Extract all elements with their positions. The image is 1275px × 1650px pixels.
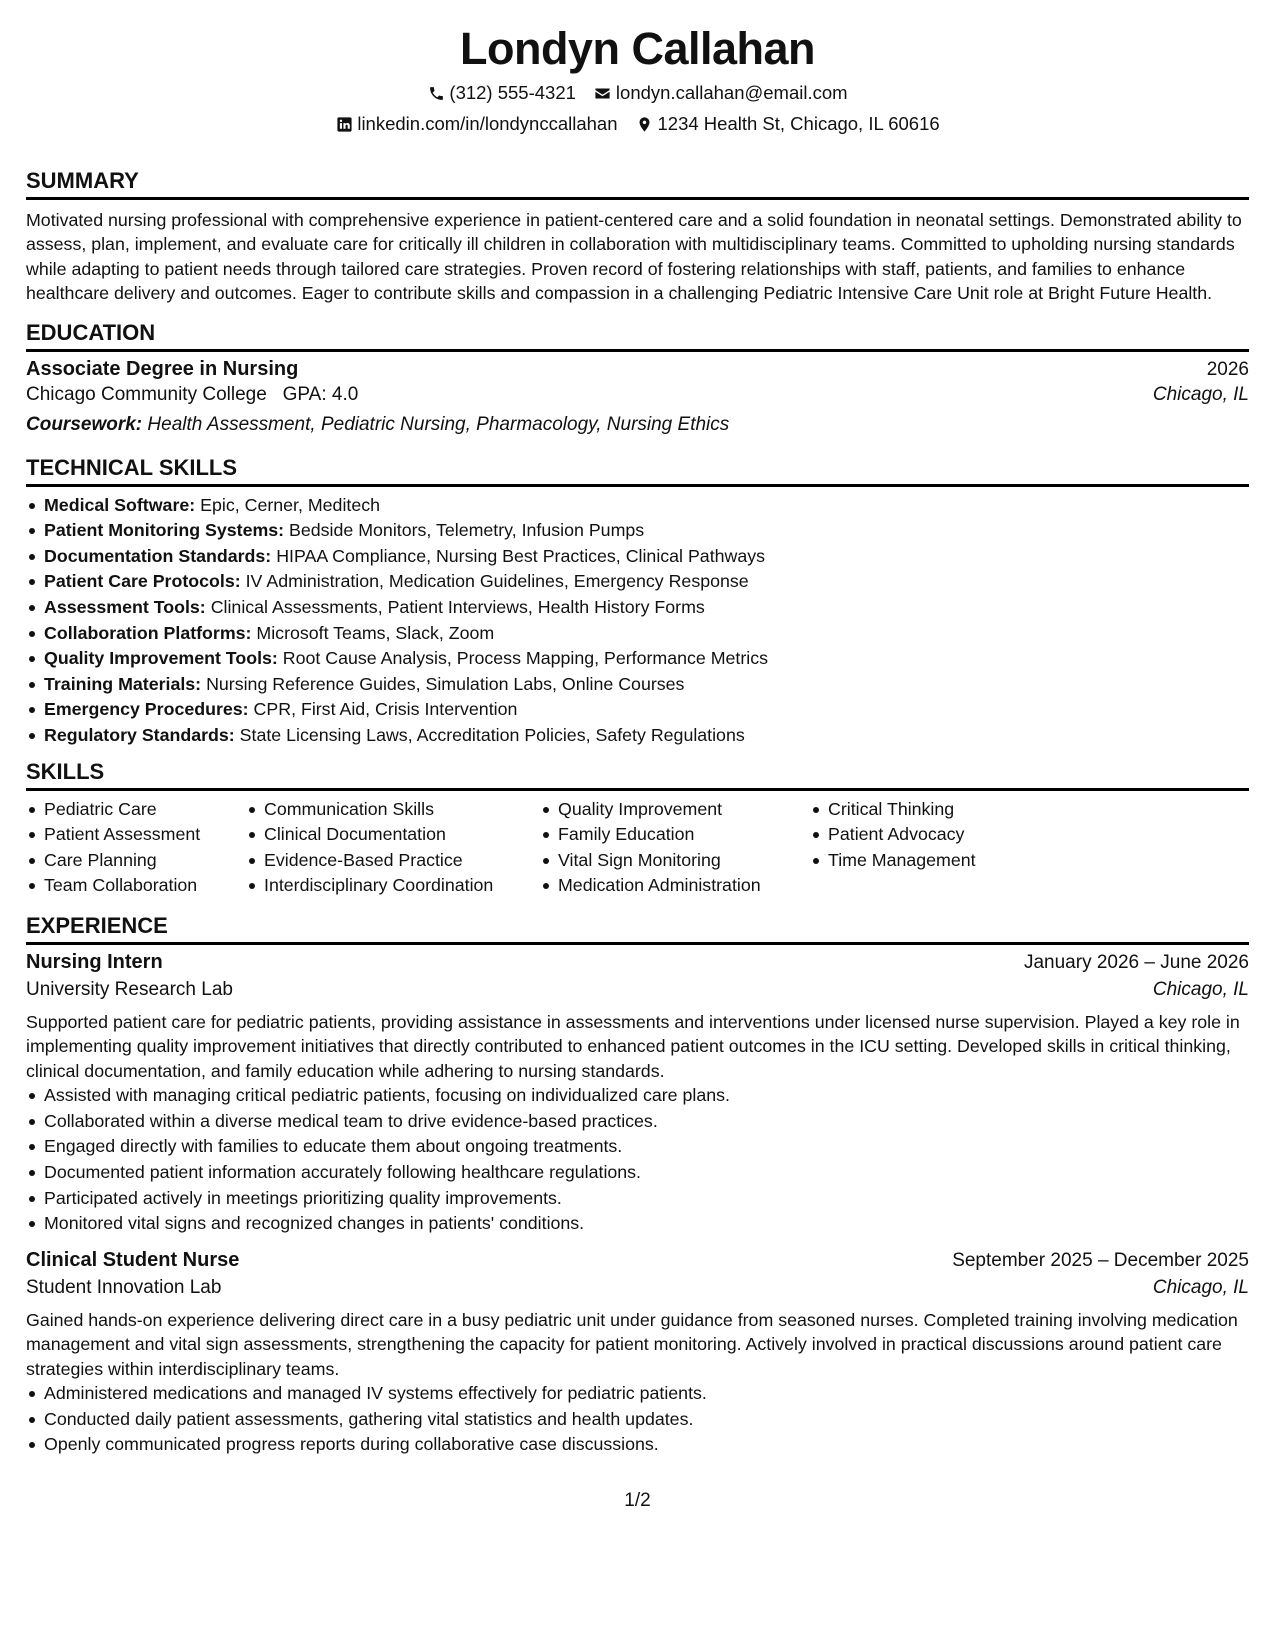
list-item: Medication Administration — [558, 873, 810, 899]
skill-values: CPR, First Aid, Crisis Intervention — [253, 699, 518, 720]
list-item: Participated actively in meetings prioritizing quality improvements. — [44, 1186, 1249, 1212]
graduation-year: 2026 — [1206, 358, 1249, 380]
linkedin-item — [335, 112, 617, 136]
skills-section — [26, 759, 1249, 899]
contact-row-secondary — [26, 112, 1249, 136]
skill-values: State Licensing Laws, Accreditation Policies, Safety Regulations — [239, 724, 745, 745]
job-entry — [26, 951, 1249, 1237]
skill-values: IV Administration, Medication Guidelines, Emergency Response — [245, 571, 749, 592]
skill-values: Microsoft Teams, Slack, Zoom — [256, 622, 495, 643]
technical-skills-list — [26, 493, 1249, 749]
school-name: Chicago Community College — [26, 383, 267, 405]
list-item: Time Management — [828, 848, 1078, 874]
job-title: Nursing Intern — [26, 950, 163, 973]
section-title-experience: EXPERIENCE — [26, 913, 1249, 945]
list-item — [44, 723, 1249, 749]
list-item — [44, 493, 1249, 519]
job-location: Chicago, IL — [1152, 1276, 1249, 1298]
contact-row-primary — [26, 81, 1249, 105]
list-item — [44, 595, 1249, 621]
list-item — [44, 672, 1249, 698]
job-description: Gained hands-on experience delivering direct care in a busy pediatric unit under guidance from seasoned nurses. Completed training involving medication management and vital sign assessments, strengthening the capacity for patient monitoring. Actively involved in practical discussions around patient care strategies within interdisciplinary teams. — [26, 1309, 1238, 1379]
job-bullets — [26, 1083, 1249, 1237]
list-item — [44, 697, 1249, 723]
linkedin-icon — [335, 115, 353, 133]
skill-values: Nursing Reference Guides, Simulation Labs, Online Courses — [206, 673, 685, 694]
list-item: Engaged directly with families to educate them about ongoing treatments. — [44, 1134, 1249, 1160]
skill-values: HIPAA Compliance, Nursing Best Practices, Clinical Pathways — [276, 545, 766, 566]
skill-category: Assessment Tools: — [44, 597, 206, 617]
list-item: Pediatric Care — [44, 797, 246, 823]
skill-category: Patient Monitoring Systems: — [44, 520, 285, 541]
education-header-row — [26, 358, 1249, 381]
job-dates: September 2025 – December 2025 — [952, 1249, 1249, 1271]
list-item: Interdisciplinary Coordination — [264, 873, 540, 899]
list-item — [44, 569, 1249, 595]
education-section — [26, 320, 1249, 439]
degree-name: Associate Degree in Nursing — [26, 357, 299, 380]
coursework-line — [26, 411, 1249, 439]
list-item: Quality Improvement — [558, 797, 810, 823]
coursework-label: Coursework: — [26, 413, 143, 435]
list-item: Monitored vital signs and recognized changes in patients' conditions. — [44, 1211, 1249, 1237]
list-item: Care Planning — [44, 848, 246, 874]
skill-values: Clinical Assessments, Patient Interviews, Health History Forms — [210, 597, 705, 617]
job-description: Supported patient care for pediatric patients, providing assistance in assessments and interventions under licensed nurse supervision. Played a key role in implementing quality improvement initiatives that directly contributed to enhanced patient outcomes in the ICU setting. Developed skills in critical thinking, clinical documentation, and family education while adhering to nursing standards. — [26, 1011, 1240, 1081]
gpa: GPA: 4.0 — [282, 383, 359, 405]
list-item: Conducted daily patient assessments, gathering vital statistics and health updates. — [44, 1407, 1249, 1433]
skills-column — [810, 797, 1078, 899]
list-item: Collaborated within a diverse medical team to drive evidence-based practices. — [44, 1109, 1249, 1135]
skills-column — [540, 797, 810, 899]
skills-column — [246, 797, 540, 899]
candidate-name: Londyn Callahan — [459, 23, 816, 74]
school-location: Chicago, IL — [1152, 383, 1249, 405]
school-info — [26, 381, 358, 409]
map-pin-icon — [636, 115, 654, 133]
skill-values: Epic, Cerner, Meditech — [200, 494, 381, 515]
technical-skills-section — [26, 455, 1249, 749]
summary-section — [26, 168, 1249, 306]
skill-values: Root Cause Analysis, Process Mapping, Performance Metrics — [282, 648, 769, 669]
skill-category: Medical Software: — [44, 494, 196, 515]
address-text: 1234 Health St, Chicago, IL 60616 — [657, 113, 940, 134]
list-item: Family Education — [558, 822, 810, 848]
list-item: Team Collaboration — [44, 873, 246, 899]
skill-category: Documentation Standards: — [44, 545, 272, 566]
job-header-row — [26, 951, 1249, 974]
list-item: Documented patient information accurately following healthcare regulations. — [44, 1160, 1249, 1186]
list-item — [44, 646, 1249, 672]
list-item: Patient Assessment — [44, 822, 246, 848]
list-item: Patient Advocacy — [828, 822, 1078, 848]
list-item: Communication Skills — [264, 797, 540, 823]
job-title: Clinical Student Nurse — [26, 1248, 240, 1271]
list-item — [44, 621, 1249, 647]
job-org: Student Innovation Lab — [26, 1276, 222, 1298]
skill-category: Patient Care Protocols: — [44, 571, 241, 592]
job-entry — [26, 1249, 1249, 1458]
section-title-education: EDUCATION — [26, 320, 1249, 352]
linkedin-text: linkedin.com/in/londynccallahan — [357, 113, 618, 134]
list-item: Administered medications and managed IV systems effectively for pediatric patients. — [44, 1381, 1249, 1407]
skill-category: Quality Improvement Tools: — [44, 648, 278, 669]
section-title-skills: SKILLS — [26, 759, 1249, 791]
job-header-row — [26, 1249, 1249, 1272]
list-item — [44, 518, 1249, 544]
list-item: Critical Thinking — [828, 797, 1078, 823]
skill-category: Collaboration Platforms: — [44, 622, 252, 643]
coursework-list: Health Assessment, Pediatric Nursing, Pharmacology, Nursing Ethics — [147, 413, 730, 435]
email-item — [594, 81, 848, 105]
list-item — [44, 544, 1249, 570]
address-item — [636, 112, 940, 136]
list-item: Assisted with managing critical pediatric patients, focusing on individualized care plans. — [44, 1083, 1249, 1109]
section-title-summary: SUMMARY — [26, 168, 1249, 200]
job-org-row — [26, 1274, 1249, 1302]
job-dates: January 2026 – June 2026 — [1023, 951, 1249, 973]
phone-text: (312) 555-4321 — [449, 82, 576, 103]
envelope-icon — [594, 84, 612, 102]
skill-category: Emergency Procedures: — [44, 699, 249, 720]
skills-column — [26, 797, 246, 899]
phone-icon — [427, 84, 445, 102]
summary-text: Motivated nursing professional with comprehensive experience in patient-centered care and a solid foundation in neonatal settings. Demonstrated ability to assess, plan, implement, and evaluate care for critically ill children in collaboration with multidisciplinary teams. Committed to upholding nursing standards while adapting to patient needs through tailored care strategies. Proven record of fostering relationships with staff, patients, and families to enhance healthcare delivery and outcomes. Eager to contribute skills and compassion in a challenging Pediatric Intensive Care Unit role at Bright Future Health. — [26, 210, 1242, 304]
education-school-row — [26, 381, 1249, 409]
skill-category: Regulatory Standards: — [44, 724, 235, 745]
page-number: 1/2 — [624, 1490, 651, 1511]
list-item: Clinical Documentation — [264, 822, 540, 848]
skills-grid — [26, 797, 1249, 899]
job-bullets — [26, 1381, 1249, 1458]
skill-category: Training Materials: — [44, 673, 202, 694]
experience-section — [26, 913, 1249, 1458]
phone-item — [427, 81, 576, 105]
list-item: Openly communicated progress reports during collaborative case discussions. — [44, 1432, 1249, 1458]
skill-values: Bedside Monitors, Telemetry, Infusion Pumps — [289, 520, 645, 541]
section-title-technical-skills: TECHNICAL SKILLS — [26, 455, 1249, 487]
job-org-row — [26, 976, 1249, 1004]
list-item: Evidence-Based Practice — [264, 848, 540, 874]
job-location: Chicago, IL — [1152, 978, 1249, 1000]
email-text: londyn.callahan@email.com — [615, 82, 848, 103]
job-org: University Research Lab — [26, 978, 233, 1000]
list-item: Vital Sign Monitoring — [558, 848, 810, 874]
